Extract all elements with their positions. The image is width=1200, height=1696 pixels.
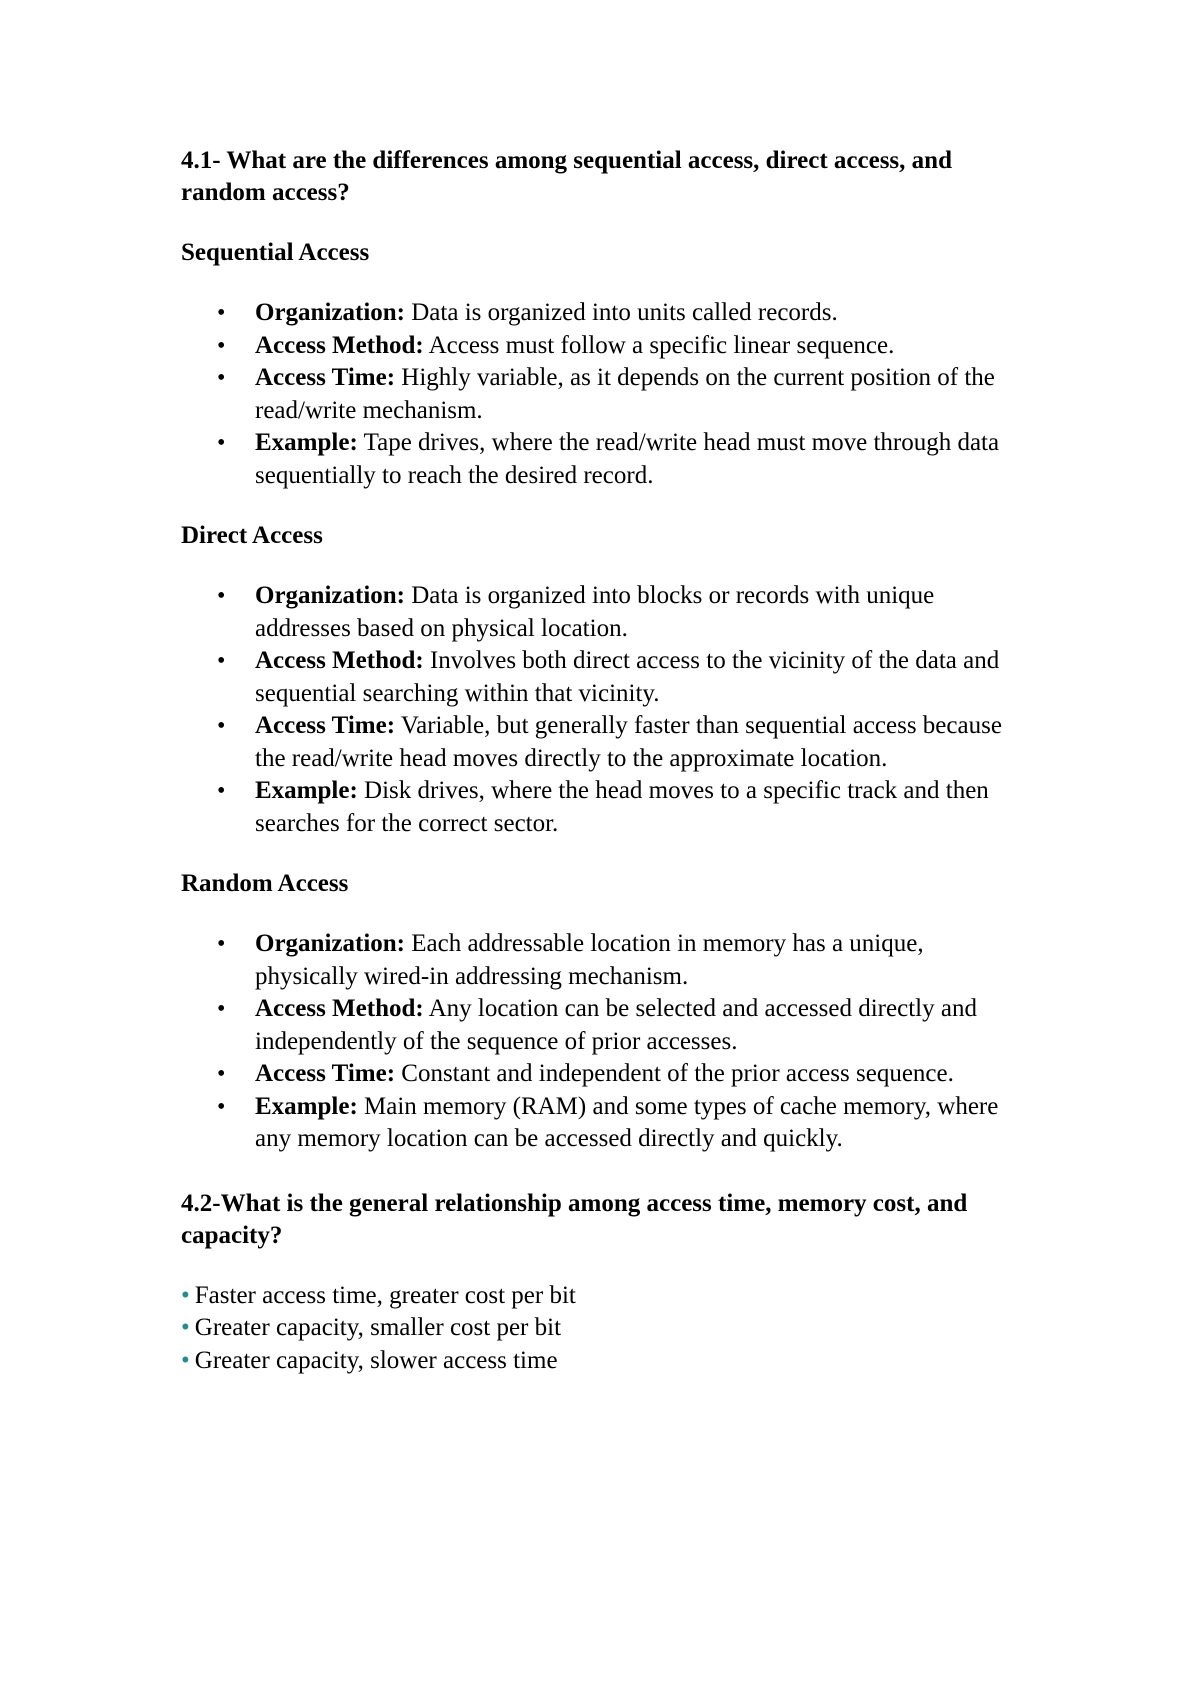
bullet-icon: • [217,430,226,456]
sequential-access-list [181,297,1031,492]
bullet-icon: • [217,713,226,739]
question-4-1-title: 4.1- What are the differences among sequential access, direct access, and random access? [181,147,952,206]
bullet-icon: • [217,300,226,326]
list-item: • Access Time: Constant and independent of the prior access sequence. [181,1058,1031,1091]
list-item: • Access Time: Highly variable, as it depends on the current position of the read/write mechanism. [217,364,995,424]
bullet-icon: • [217,332,226,359]
random-access-list [181,928,1031,1156]
document-body [181,145,1031,1377]
list-item: • Access Time: Variable, but generally faster than sequential access because the read/write head moves directly to the approximate location. [217,712,1002,772]
list-item: • Example: Disk drives, where the head moves to a specific track and then searches for the correct sector. [217,777,989,837]
bullet-icon: • [217,931,226,957]
list-item: • Access Method: Any location can be selected and accessed directly and independently of the sequence of prior accesses. [217,995,977,1055]
bullet-icon: • [217,1061,226,1087]
bullet-icon: • [217,648,226,674]
question-4-2-title: 4.2-What is the general relationship among access time, memory cost, and capacity? [181,1189,968,1249]
list-item: • Example: Main memory (RAM) and some types of cache memory, where any memory location can be accessed directly and quickly. [217,1092,999,1152]
direct-access-list [181,580,1031,840]
list-item: • Greater capacity, smaller cost per bit [181,1314,562,1341]
list-item: • Faster access time, greater cost per bit [181,1281,576,1309]
bullet-icon: • [181,1314,190,1341]
bullet-icon: • [181,1346,190,1374]
list-item: • Organization: Each addressable location in memory has a unique, physically wired-in addressing mechanism. [217,930,924,990]
section-heading-direct: Direct Access [181,522,323,549]
section-heading-sequential: Sequential Access [181,239,370,266]
relationship-list [181,1280,1031,1378]
list-item: • Organization: Data is organized into blocks or records with unique addresses based on physical location. [217,582,935,642]
bullet-icon: • [217,1093,226,1120]
list-item: • Greater capacity, slower access time [181,1346,558,1374]
bullet-icon: • [217,778,226,804]
list-item: • Access Method: Involves both direct access to the vicinity of the data and sequential searching within that vicinity. [217,647,1000,707]
list-item: • Organization: Data is organized into units called records. [181,297,1031,330]
list-item: • Example: Tape drives, where the read/write head must move through data sequentially to reach the desired record. [217,429,1000,489]
bullet-icon: • [181,1281,190,1309]
bullet-icon: • [217,996,226,1022]
section-heading-random: Random Access [181,870,349,897]
bullet-icon: • [217,365,226,391]
list-item: • Access Method: Access must follow a specific linear sequence. [181,330,1031,363]
bullet-icon: • [217,583,226,609]
